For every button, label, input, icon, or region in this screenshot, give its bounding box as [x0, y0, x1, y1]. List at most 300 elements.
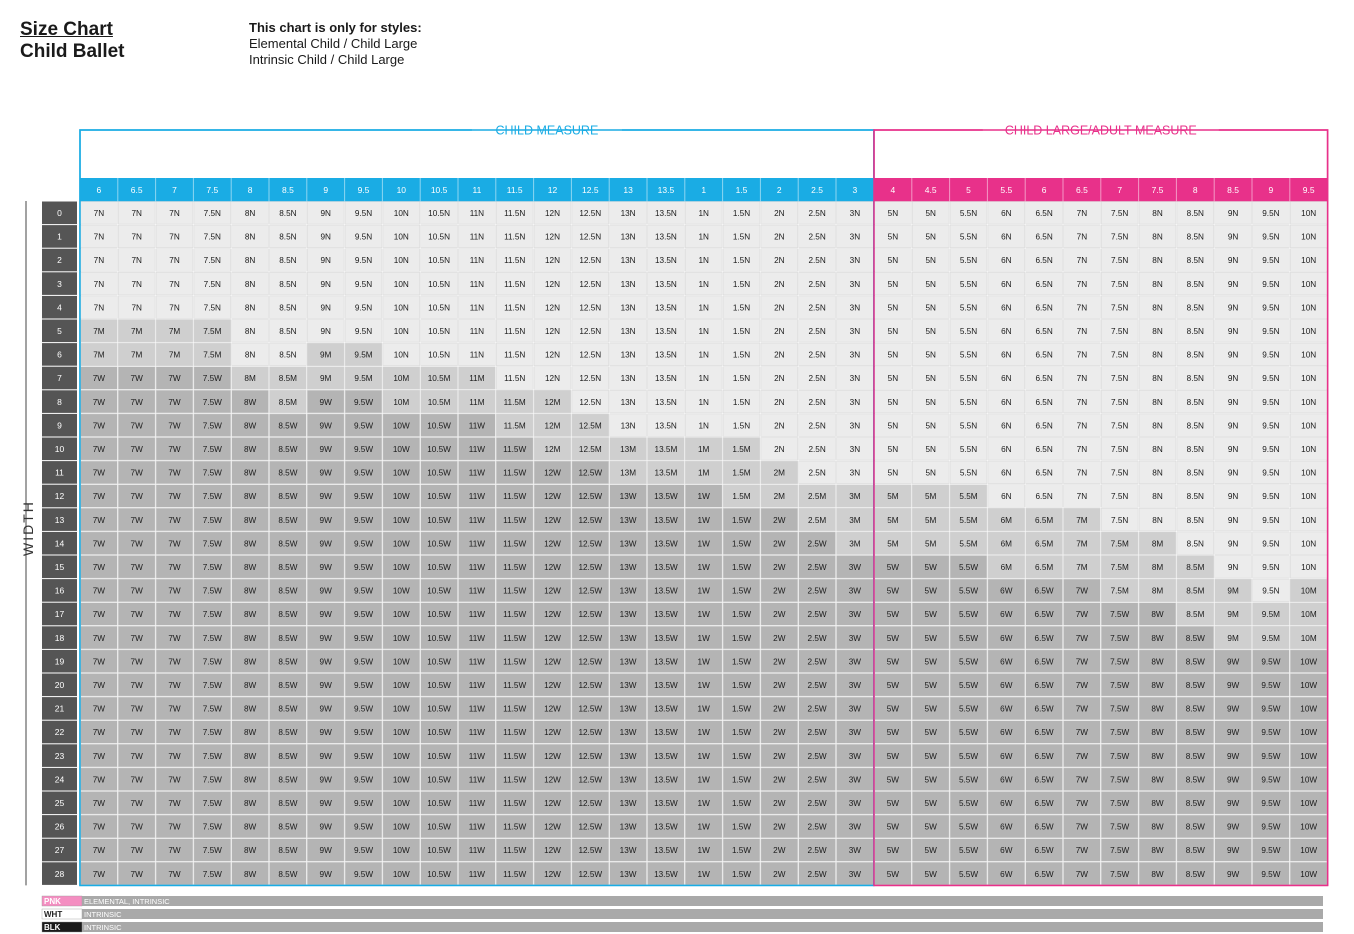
child-cell-value: 7W [92, 846, 106, 856]
child-column-header: 11 [472, 185, 482, 195]
large-cell-value: 7.5N [1111, 209, 1129, 218]
large-cell-value: 6M [1000, 563, 1012, 572]
child-cell-value: 3N [849, 374, 861, 384]
child-cell-value: 8N [244, 350, 256, 360]
large-cell-value: 9N [1227, 492, 1239, 502]
child-cell-value: 13.5M [654, 445, 678, 454]
child-cell-value: 7W [168, 421, 181, 431]
child-cell-value: 8W [243, 846, 257, 856]
large-cell-value: 7.5W [1110, 775, 1130, 785]
child-cell-value: 3W [848, 633, 862, 643]
large-column-header: 8 [1192, 185, 1198, 195]
child-cell-value: 7N [169, 209, 180, 218]
child-cell-value: 7W [130, 610, 143, 620]
child-cell-value: 7W [92, 397, 106, 407]
child-cell-value: 12.5W [578, 728, 603, 738]
child-cell-value: 12.5W [578, 610, 603, 620]
child-cell-value: 1.5W [731, 728, 752, 738]
large-cell-value: 10W [1300, 775, 1318, 785]
row-label: 0 [57, 208, 62, 218]
large-cell-value: 5.5N [959, 374, 978, 384]
child-cell-value: 11.5W [503, 586, 527, 596]
child-cell-value: 10.5N [428, 232, 451, 242]
child-cell-value: 2W [773, 657, 786, 667]
child-cell-value: 9N [320, 256, 331, 266]
child-cell-value: 11.5N [504, 279, 526, 289]
child-cell-value: 1N [698, 421, 709, 431]
child-column-header: 9 [323, 185, 329, 195]
child-cell-value: 3W [848, 586, 862, 596]
child-cell-value: 8W [243, 775, 257, 785]
child-cell-value: 12W [544, 492, 561, 502]
large-cell-value: 5W [924, 633, 937, 643]
large-cell-value: 9W [1226, 704, 1240, 714]
child-cell-value: 2N [774, 397, 785, 407]
child-cell-value: 10W [392, 468, 410, 478]
child-cell-value: 7.5W [202, 704, 222, 714]
child-cell-value: 13W [619, 492, 637, 502]
child-cell-value: 12.5W [578, 657, 603, 667]
large-cell-value: 5W [924, 751, 937, 761]
child-cell-value: 9.5W [353, 846, 374, 856]
child-cell-value: 8.5M [278, 374, 298, 384]
large-cell-value: 6N [1001, 468, 1012, 478]
large-cell-value: 9N [1227, 279, 1239, 289]
child-cell-value: 7W [130, 704, 143, 714]
large-cell-value: 9W [1226, 681, 1240, 690]
child-cell-value: 13.5N [654, 421, 677, 431]
child-cell-value: 10.5W [427, 657, 451, 667]
child-cell-value: 8.5W [278, 563, 298, 572]
large-cell-value: 10W [1300, 869, 1318, 879]
large-cell-value: 6W [1000, 799, 1013, 808]
large-cell-value: 5.5W [958, 728, 979, 738]
large-cell-value: 10W [1300, 799, 1318, 808]
child-cell-value: 10W [392, 445, 410, 454]
row-label: 11 [55, 467, 64, 478]
child-cell-value: 9W [319, 633, 332, 643]
child-cell-value: 7.5W [202, 397, 222, 407]
child-cell-value: 7M [168, 327, 181, 336]
child-cell-value: 1W [697, 728, 710, 738]
child-cell-value: 13.5W [654, 681, 678, 690]
child-cell-value: 7W [168, 869, 181, 879]
child-cell-value: 8W [243, 445, 257, 454]
child-cell-value: 11.5N [504, 256, 526, 266]
child-cell-value: 9N [320, 232, 331, 242]
large-cell-value: 6.5W [1034, 869, 1054, 879]
legend-description: ELEMENTAL, INTRINSIC [84, 897, 170, 906]
child-cell-value: 10.5W [427, 822, 451, 832]
child-cell-value: 8.5W [278, 468, 298, 478]
child-cell-value: 2W [773, 681, 786, 690]
child-cell-value: 8W [243, 681, 257, 690]
child-cell-value: 7N [169, 232, 180, 242]
child-cell-value: 9W [319, 610, 332, 620]
large-cell-value: 5M [925, 539, 937, 549]
child-cell-value: 12W [544, 539, 561, 549]
child-cell-value: 11W [468, 539, 486, 549]
child-cell-value: 7N [169, 303, 180, 313]
child-cell-value: 2.5N [808, 350, 826, 360]
child-cell-value: 13.5M [654, 468, 678, 478]
child-cell-value: 13.5N [654, 397, 677, 407]
large-cell-value: 9N [1227, 303, 1239, 313]
page-title: Size Chart [20, 19, 113, 40]
row-label: 28 [54, 868, 65, 879]
child-cell-value: 7W [130, 728, 143, 738]
child-cell-value: 7W [92, 421, 106, 431]
large-cell-value: 7.5W [1110, 751, 1130, 761]
child-cell-value: 12W [544, 563, 561, 572]
large-cell-value: 8N [1152, 421, 1163, 431]
large-cell-value: 7W [1075, 657, 1089, 667]
child-cell-value: 8.5N [279, 303, 297, 313]
child-cell-value: 7.5W [202, 751, 222, 761]
large-column-header: 9 [1268, 185, 1274, 195]
child-cell-value: 12N [544, 327, 561, 336]
child-cell-value: 9.5N [354, 303, 373, 313]
child-cell-value: 10W [392, 846, 410, 856]
large-cell-value: 5.5W [958, 610, 979, 620]
child-cell-value: 9W [319, 657, 332, 667]
child-cell-value: 11.5N [504, 303, 526, 313]
large-cell-value: 5.5W [958, 586, 979, 596]
child-cell-value: 13W [619, 515, 637, 525]
row-label: 5 [57, 326, 62, 336]
child-cell-value: 10W [392, 751, 410, 761]
child-cell-value: 13.5W [654, 539, 678, 549]
child-cell-value: 7N [131, 256, 142, 266]
child-cell-value: 7W [92, 515, 106, 525]
child-cell-value: 9W [319, 704, 332, 714]
child-cell-value: 3N [849, 397, 861, 407]
child-cell-value: 13W [619, 633, 637, 643]
child-cell-value: 2W [773, 539, 786, 549]
child-cell-value: 3W [848, 869, 862, 879]
large-cell-value: 7.5N [1111, 374, 1129, 384]
large-cell-value: 7N [1076, 209, 1088, 218]
large-cell-value: 8N [1152, 350, 1163, 360]
row-label: 13 [54, 514, 65, 525]
child-cell-value: 10.5N [428, 256, 451, 266]
child-cell-value: 7W [130, 445, 143, 454]
child-column-header: 10.5 [430, 185, 448, 195]
child-cell-value: 9W [319, 681, 332, 690]
large-cell-value: 5W [924, 775, 937, 785]
child-cell-value: 12.5W [578, 563, 603, 572]
large-cell-value: 5N [887, 209, 899, 218]
large-cell-value: 8N [1152, 279, 1163, 289]
child-cell-value: 7W [92, 374, 106, 384]
child-cell-value: 13.5N [654, 374, 677, 384]
large-cell-value: 9N [1227, 232, 1239, 242]
large-cell-value: 10W [1300, 751, 1318, 761]
large-cell-value: 8M [1151, 539, 1164, 549]
large-column-header: 5 [966, 185, 971, 195]
child-cell-value: 11N [469, 209, 485, 218]
large-cell-value: 8.5W [1185, 704, 1205, 714]
large-cell-value: 5N [887, 397, 899, 407]
child-cell-value: 12W [544, 869, 561, 879]
child-cell-value: 7W [130, 421, 143, 431]
large-cell-value: 5.5M [959, 492, 978, 502]
large-cell-value: 8.5N [1186, 468, 1204, 478]
child-cell-value: 1W [697, 704, 710, 714]
child-cell-value: 8N [244, 256, 256, 266]
child-cell-value: 11.5M [503, 397, 526, 407]
large-cell-value: 10N [1301, 232, 1317, 242]
large-cell-value: 5.5W [958, 657, 979, 667]
child-cell-value: 11.5W [503, 563, 527, 572]
child-cell-value: 12N [544, 209, 561, 218]
large-cell-value: 7M [1076, 515, 1088, 525]
child-cell-value: 1.5W [731, 799, 752, 808]
child-column-header: 6 [96, 185, 102, 195]
child-cell-value: 7.5W [202, 515, 222, 525]
large-cell-value: 5N [887, 421, 899, 431]
large-cell-value: 6.5N [1035, 445, 1053, 454]
child-cell-value: 13.5W [654, 822, 678, 832]
large-cell-value: 8N [1152, 327, 1163, 336]
child-cell-value: 10W [392, 799, 410, 808]
large-cell-value: 7.5N [1111, 468, 1129, 478]
large-cell-value: 9N [1227, 256, 1239, 266]
large-cell-value: 8W [1151, 799, 1164, 808]
large-cell-value: 5M [887, 539, 899, 549]
child-cell-value: 9W [319, 539, 332, 549]
large-cell-value: 9.5W [1261, 681, 1281, 690]
large-cell-value: 8.5W [1185, 751, 1205, 761]
child-cell-value: 10.5W [427, 515, 451, 525]
child-cell-value: 1.5W [731, 515, 752, 525]
large-cell-value: 8.5N [1186, 350, 1204, 360]
child-cell-value: 3W [848, 563, 862, 572]
child-cell-value: 7N [131, 303, 142, 313]
child-cell-value: 10W [392, 822, 410, 832]
child-cell-value: 8W [243, 492, 257, 502]
child-cell-value: 7N [93, 279, 105, 289]
child-cell-value: 12.5N [579, 374, 602, 384]
child-cell-value: 10.5N [428, 303, 451, 313]
child-cell-value: 9.5N [354, 232, 373, 242]
large-cell-value: 10W [1300, 657, 1318, 667]
note-line-1: Elemental Child / Child Large [249, 36, 418, 51]
child-cell-value: 7.5W [202, 563, 222, 572]
large-cell-value: 5W [924, 681, 937, 690]
child-cell-value: 7W [168, 563, 181, 572]
large-cell-value: 7N [1076, 492, 1088, 502]
child-cell-value: 12.5M [578, 421, 602, 431]
child-cell-value: 1W [697, 563, 710, 572]
child-cell-value: 13.5N [654, 350, 677, 360]
legend-description: INTRINSIC [84, 910, 122, 919]
child-cell-value: 7.5W [202, 468, 222, 478]
child-cell-value: 12.5W [578, 704, 603, 714]
child-cell-value: 11N [469, 303, 485, 313]
child-cell-value: 9M [320, 350, 332, 360]
large-cell-value: 10W [1300, 822, 1318, 832]
child-cell-value: 11.5W [503, 610, 527, 620]
child-cell-value: 2.5W [807, 633, 827, 643]
child-cell-value: 13.5W [654, 610, 678, 620]
large-cell-value: 6.5N [1035, 350, 1053, 360]
child-cell-value: 8.5W [278, 846, 298, 856]
large-cell-value: 10N [1301, 374, 1317, 384]
child-cell-value: 9W [319, 775, 332, 785]
large-cell-value: 7N [1076, 397, 1088, 407]
child-cell-value: 7W [168, 445, 181, 454]
large-cell-value: 6.5W [1034, 799, 1054, 808]
child-cell-value: 2W [773, 563, 786, 572]
child-cell-value: 12W [544, 846, 561, 856]
child-cell-value: 8.5W [278, 869, 298, 879]
child-cell-value: 7.5W [202, 610, 222, 620]
child-cell-value: 12.5W [578, 869, 603, 879]
child-cell-value: 2W [773, 822, 786, 832]
child-cell-value: 11.5W [503, 799, 527, 808]
child-cell-value: 11W [468, 704, 486, 714]
child-column-header: 10 [396, 185, 407, 195]
large-cell-value: 9W [1226, 751, 1240, 761]
row-label: 4 [57, 302, 62, 313]
child-cell-value: 7.5M [203, 350, 222, 360]
child-cell-value: 13N [620, 397, 636, 407]
child-cell-value: 1.5N [732, 256, 751, 266]
child-cell-value: 7W [92, 539, 106, 549]
child-cell-value: 10N [393, 327, 409, 336]
child-cell-value: 12W [544, 751, 561, 761]
child-cell-value: 1.5M [732, 445, 751, 454]
child-cell-value: 11W [468, 869, 486, 879]
child-cell-value: 11.5N [504, 232, 526, 242]
large-cell-value: 7N [1076, 350, 1088, 360]
large-cell-value: 8N [1152, 445, 1163, 454]
child-cell-value: 12W [544, 515, 561, 525]
child-cell-value: 8N [244, 279, 256, 289]
child-cell-value: 13N [620, 303, 636, 313]
child-cell-value: 3N [849, 421, 861, 431]
large-cell-value: 6N [1001, 350, 1012, 360]
large-cell-value: 6N [1001, 397, 1012, 407]
child-cell-value: 9N [320, 279, 331, 289]
child-cell-value: 10M [393, 374, 410, 384]
child-cell-value: 7.5W [202, 633, 222, 643]
large-cell-value: 5W [886, 822, 900, 832]
child-cell-value: 7W [168, 397, 181, 407]
child-cell-value: 2W [773, 775, 786, 785]
child-cell-value: 1.5W [731, 539, 752, 549]
large-cell-value: 5W [924, 563, 937, 572]
large-cell-value: 7.5N [1111, 279, 1129, 289]
large-cell-value: 7.5W [1110, 799, 1130, 808]
large-cell-value: 8.5N [1186, 492, 1204, 502]
child-cell-value: 12N [544, 256, 561, 266]
child-cell-value: 13.5W [654, 799, 678, 808]
child-cell-value: 2W [773, 728, 786, 738]
child-cell-value: 9.5W [353, 445, 374, 454]
child-cell-value: 2.5N [808, 303, 826, 313]
large-cell-value: 9.5N [1262, 327, 1280, 336]
child-cell-value: 3N [849, 279, 861, 289]
child-cell-value: 2N [774, 303, 785, 313]
child-cell-value: 12.5N [579, 350, 602, 360]
row-label: 14 [54, 538, 65, 549]
large-cell-value: 10N [1301, 327, 1317, 336]
large-cell-value: 6.5N [1035, 468, 1053, 478]
child-cell-value: 9W [319, 751, 332, 761]
large-cell-value: 6W [1000, 728, 1013, 738]
child-cell-value: 8W [243, 822, 257, 832]
child-cell-value: 8.5W [278, 728, 298, 738]
child-column-header: 13.5 [657, 185, 675, 195]
child-cell-value: 7W [130, 515, 143, 525]
large-cell-value: 5N [887, 468, 899, 478]
child-cell-value: 7W [130, 799, 143, 808]
child-cell-value: 13.5W [654, 704, 678, 714]
large-cell-value: 6.5N [1035, 279, 1053, 289]
child-cell-value: 12.5N [579, 303, 602, 313]
child-cell-value: 9.5W [353, 586, 374, 596]
child-cell-value: 7.5W [202, 657, 222, 667]
child-cell-value: 8.5W [278, 586, 298, 596]
child-cell-value: 7.5W [202, 492, 222, 502]
child-cell-value: 10W [392, 681, 410, 690]
child-cell-value: 7W [168, 515, 181, 525]
child-cell-value: 2W [773, 704, 786, 714]
large-cell-value: 8.5N [1186, 539, 1204, 549]
large-cell-value: 8.5W [1185, 728, 1205, 738]
child-cell-value: 8.5W [278, 445, 298, 454]
child-cell-value: 7.5W [202, 445, 222, 454]
large-cell-value: 5W [924, 586, 937, 596]
child-cell-value: 13M [620, 445, 637, 454]
child-cell-value: 7W [92, 492, 106, 502]
large-cell-value: 5.5W [958, 869, 979, 879]
child-cell-value: 8.5W [278, 822, 298, 832]
large-cell-value: 6M [1000, 539, 1012, 549]
child-cell-value: 9W [319, 822, 332, 832]
large-cell-value: 5W [886, 681, 900, 690]
child-cell-value: 10.5W [427, 468, 451, 478]
child-cell-value: 7W [130, 539, 143, 549]
child-cell-value: 9.5N [354, 209, 373, 218]
large-cell-value: 9N [1227, 421, 1239, 431]
large-cell-value: 5W [886, 657, 900, 667]
large-cell-value: 7.5N [1111, 515, 1129, 525]
child-cell-value: 11W [468, 822, 486, 832]
child-cell-value: 3N [849, 350, 861, 360]
child-cell-value: 12.5W [578, 681, 603, 690]
child-cell-value: 1W [697, 539, 710, 549]
child-cell-value: 1N [698, 397, 709, 407]
child-cell-value: 13N [620, 374, 636, 384]
large-cell-value: 6.5M [1034, 563, 1054, 572]
child-column-header: 6.5 [130, 185, 143, 195]
large-cell-value: 9.5W [1261, 846, 1281, 856]
child-cell-value: 10W [392, 515, 410, 525]
child-cell-value: 9.5W [353, 681, 374, 690]
large-cell-value: 9W [1226, 799, 1240, 808]
large-cell-value: 5W [886, 563, 900, 572]
child-cell-value: 1W [697, 586, 710, 596]
child-cell-value: 9.5W [353, 539, 374, 549]
large-cell-value: 6.5W [1034, 704, 1054, 714]
child-cell-value: 8.5N [279, 279, 297, 289]
child-cell-value: 7W [130, 775, 143, 785]
child-cell-value: 13W [619, 728, 637, 738]
large-cell-value: 7.5W [1110, 657, 1130, 667]
